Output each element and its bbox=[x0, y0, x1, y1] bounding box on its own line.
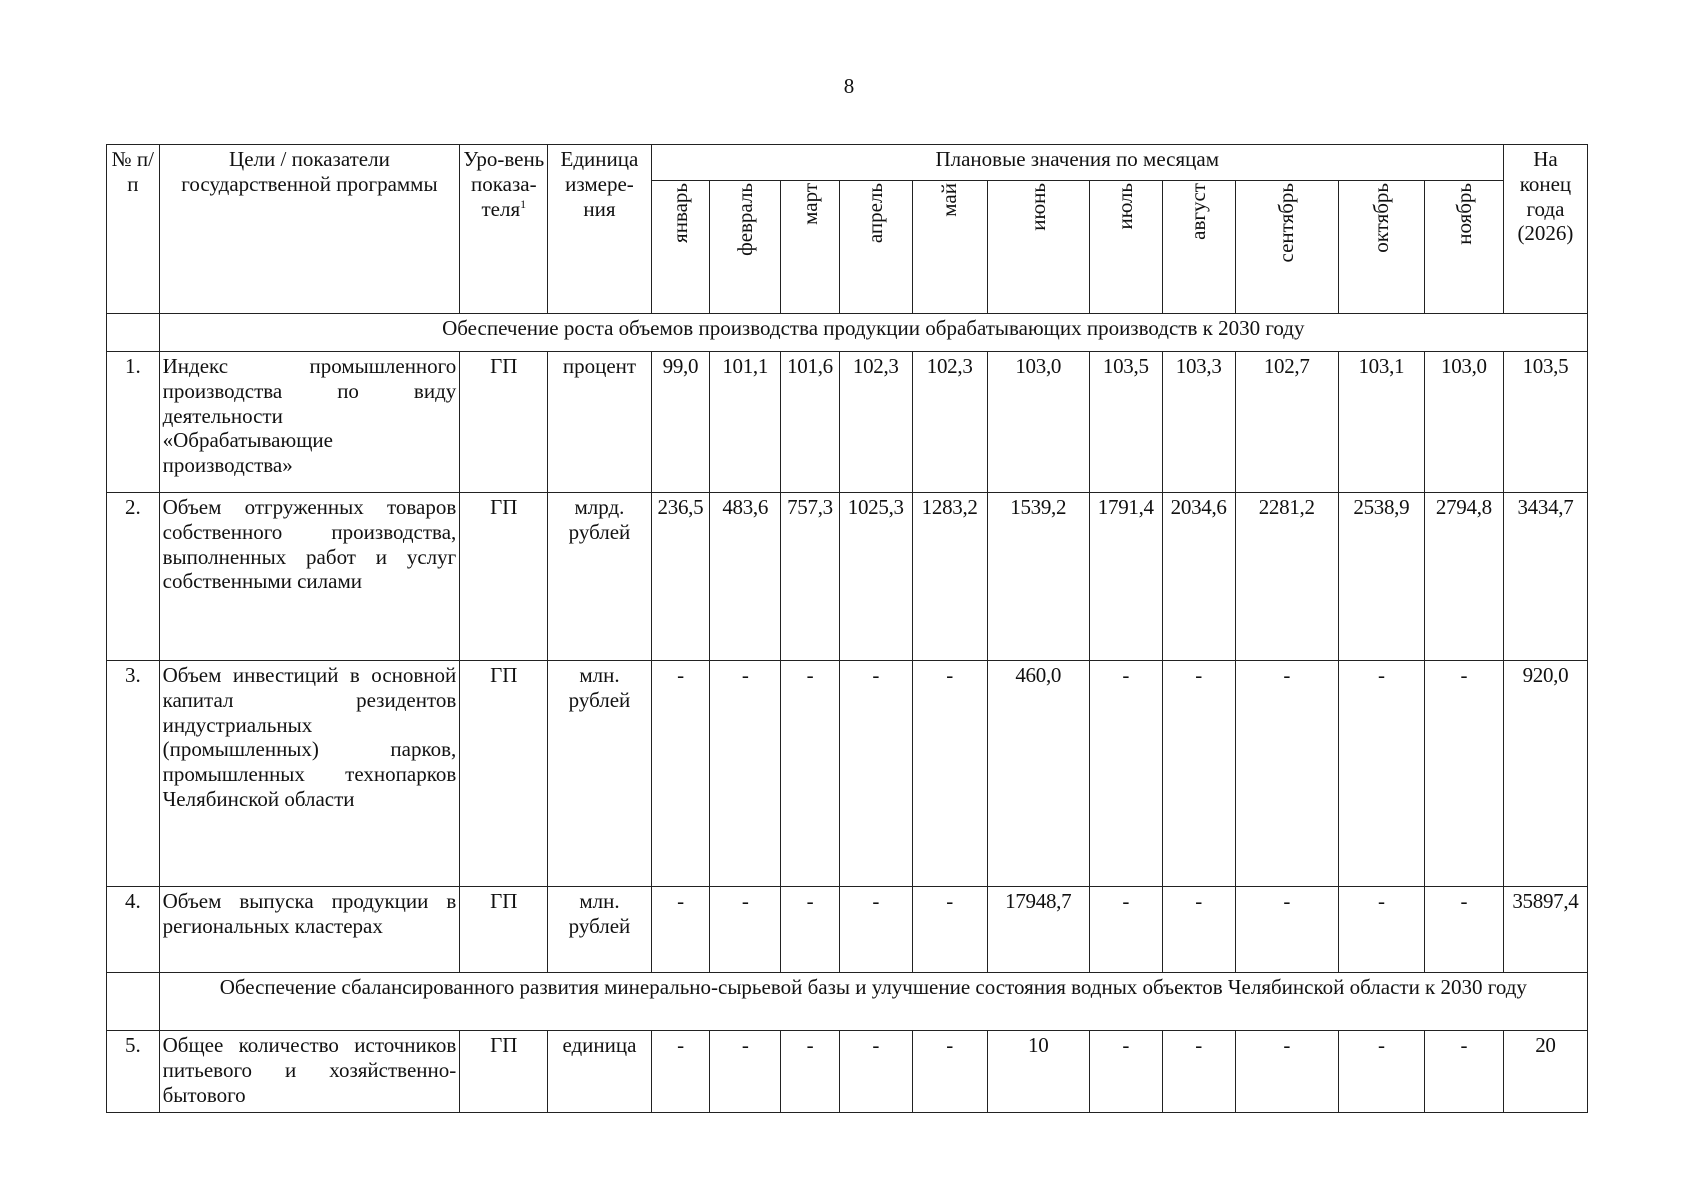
month-value: - bbox=[1235, 661, 1338, 887]
month-value: 103,3 bbox=[1162, 352, 1235, 493]
row-goal: Объем выпуска продукции в региональных кластерах bbox=[159, 887, 460, 973]
month-value: 103,0 bbox=[1424, 352, 1503, 493]
month-value: - bbox=[1235, 1031, 1338, 1113]
month-header: май bbox=[912, 181, 987, 314]
header-num: № п/п bbox=[107, 145, 160, 314]
month-value: - bbox=[1338, 661, 1424, 887]
row-num: 5. bbox=[107, 1031, 160, 1113]
month-value: 2281,2 bbox=[1235, 493, 1338, 661]
month-value: 102,3 bbox=[912, 352, 987, 493]
plan-values-table bbox=[106, 144, 1588, 1113]
month-value: 236,5 bbox=[651, 493, 710, 661]
row-goal: Общее количество источников питьевого и хозяйственно-бытового bbox=[159, 1031, 460, 1113]
month-value: - bbox=[1424, 887, 1503, 973]
month-header: ноябрь bbox=[1424, 181, 1503, 314]
month-value: - bbox=[912, 887, 987, 973]
month-value: - bbox=[912, 1031, 987, 1113]
month-value: 1539,2 bbox=[987, 493, 1089, 661]
month-value: - bbox=[1089, 887, 1162, 973]
month-value: - bbox=[1235, 887, 1338, 973]
month-value: 103,0 bbox=[987, 352, 1089, 493]
month-value: 2034,6 bbox=[1162, 493, 1235, 661]
month-value: 102,7 bbox=[1235, 352, 1338, 493]
month-value: - bbox=[1162, 1031, 1235, 1113]
month-value: - bbox=[1338, 1031, 1424, 1113]
month-header: август bbox=[1162, 181, 1235, 314]
month-value: - bbox=[710, 887, 781, 973]
month-value: - bbox=[1089, 1031, 1162, 1113]
row-unit: процент bbox=[548, 352, 651, 493]
row-level: ГП bbox=[460, 887, 548, 973]
month-value: - bbox=[781, 887, 840, 973]
month-value: - bbox=[710, 1031, 781, 1113]
month-header: июль bbox=[1089, 181, 1162, 314]
section-title: Обеспечение сбалансированного развития минерально-сырьевой базы и улучшение состояния водных объектов Челябинской области к 2030 году bbox=[159, 973, 1587, 1031]
table-row bbox=[107, 352, 1588, 493]
month-value: - bbox=[1424, 1031, 1503, 1113]
year-end-value: 103,5 bbox=[1503, 352, 1587, 493]
table-row bbox=[107, 1031, 1588, 1113]
header-monthly-group: Плановые значения по месяцам bbox=[651, 145, 1503, 181]
month-header: сентябрь bbox=[1235, 181, 1338, 314]
month-value: - bbox=[1162, 661, 1235, 887]
row-goal: Объем инвестиций в основной капитал резидентов индустриальных (промышленных) парков, промышленных технопарков Челябинской области bbox=[159, 661, 460, 887]
month-value: - bbox=[1338, 887, 1424, 973]
month-value: - bbox=[839, 661, 912, 887]
row-level: ГП bbox=[460, 661, 548, 887]
month-value: 460,0 bbox=[987, 661, 1089, 887]
month-header: апрель bbox=[839, 181, 912, 314]
month-value: 103,1 bbox=[1338, 352, 1424, 493]
row-num: 2. bbox=[107, 493, 160, 661]
month-value: - bbox=[1424, 661, 1503, 887]
header-goal: Цели / показатели государственной программы bbox=[159, 145, 460, 314]
month-value: 483,6 bbox=[710, 493, 781, 661]
row-goal: Индекс промышленного производства по виду деятельности «Обрабатывающие производства» bbox=[159, 352, 460, 493]
month-value: - bbox=[710, 661, 781, 887]
month-value: - bbox=[651, 661, 710, 887]
month-value: 101,1 bbox=[710, 352, 781, 493]
month-value: 1025,3 bbox=[839, 493, 912, 661]
year-end-value: 20 bbox=[1503, 1031, 1587, 1113]
header-year-end: На конец года (2026) bbox=[1503, 145, 1587, 314]
row-goal: Объем отгруженных товаров собственного производства, выполненных работ и услуг собственными силами bbox=[159, 493, 460, 661]
month-value: 17948,7 bbox=[987, 887, 1089, 973]
row-unit: млн. рублей bbox=[548, 887, 651, 973]
month-value: 757,3 bbox=[781, 493, 840, 661]
row-num: 4. bbox=[107, 887, 160, 973]
row-num: 3. bbox=[107, 661, 160, 887]
row-level: ГП bbox=[460, 1031, 548, 1113]
table-row bbox=[107, 887, 1588, 973]
row-unit: единица bbox=[548, 1031, 651, 1113]
year-end-value: 35897,4 bbox=[1503, 887, 1587, 973]
row-unit: млрд. рублей bbox=[548, 493, 651, 661]
table-row bbox=[107, 493, 1588, 661]
month-header: июнь bbox=[987, 181, 1089, 314]
month-value: - bbox=[651, 1031, 710, 1113]
month-header: февраль bbox=[710, 181, 781, 314]
month-value: 103,5 bbox=[1089, 352, 1162, 493]
month-value: - bbox=[839, 887, 912, 973]
month-value: - bbox=[1162, 887, 1235, 973]
month-value: - bbox=[912, 661, 987, 887]
month-value: - bbox=[1089, 661, 1162, 887]
section-num-empty bbox=[107, 314, 160, 352]
month-value: 1283,2 bbox=[912, 493, 987, 661]
header-unit: Единица измере-ния bbox=[548, 145, 651, 314]
row-level: ГП bbox=[460, 352, 548, 493]
month-value: 2794,8 bbox=[1424, 493, 1503, 661]
month-value: 2538,9 bbox=[1338, 493, 1424, 661]
section-num-empty bbox=[107, 973, 160, 1031]
month-value: - bbox=[839, 1031, 912, 1113]
row-level: ГП bbox=[460, 493, 548, 661]
row-unit: млн. рублей bbox=[548, 661, 651, 887]
row-num: 1. bbox=[107, 352, 160, 493]
month-value: - bbox=[781, 1031, 840, 1113]
month-header: январь bbox=[651, 181, 710, 314]
month-header: март bbox=[781, 181, 840, 314]
header-level bbox=[460, 145, 548, 314]
month-value: 10 bbox=[987, 1031, 1089, 1113]
header-level-footnote: 1 bbox=[520, 196, 527, 211]
section-title: Обеспечение роста объемов производства продукции обрабатывающих производств к 2030 году bbox=[159, 314, 1587, 352]
month-header: октябрь bbox=[1338, 181, 1424, 314]
month-value: 102,3 bbox=[839, 352, 912, 493]
month-value: - bbox=[781, 661, 840, 887]
year-end-value: 3434,7 bbox=[1503, 493, 1587, 661]
month-value: 99,0 bbox=[651, 352, 710, 493]
page-number: 8 bbox=[843, 74, 855, 98]
month-value: 101,6 bbox=[781, 352, 840, 493]
table-row bbox=[107, 661, 1588, 887]
year-end-value: 920,0 bbox=[1503, 661, 1587, 887]
month-value: 1791,4 bbox=[1089, 493, 1162, 661]
month-value: - bbox=[651, 887, 710, 973]
header-level-text: Уро-вень показа-теля bbox=[463, 147, 545, 221]
